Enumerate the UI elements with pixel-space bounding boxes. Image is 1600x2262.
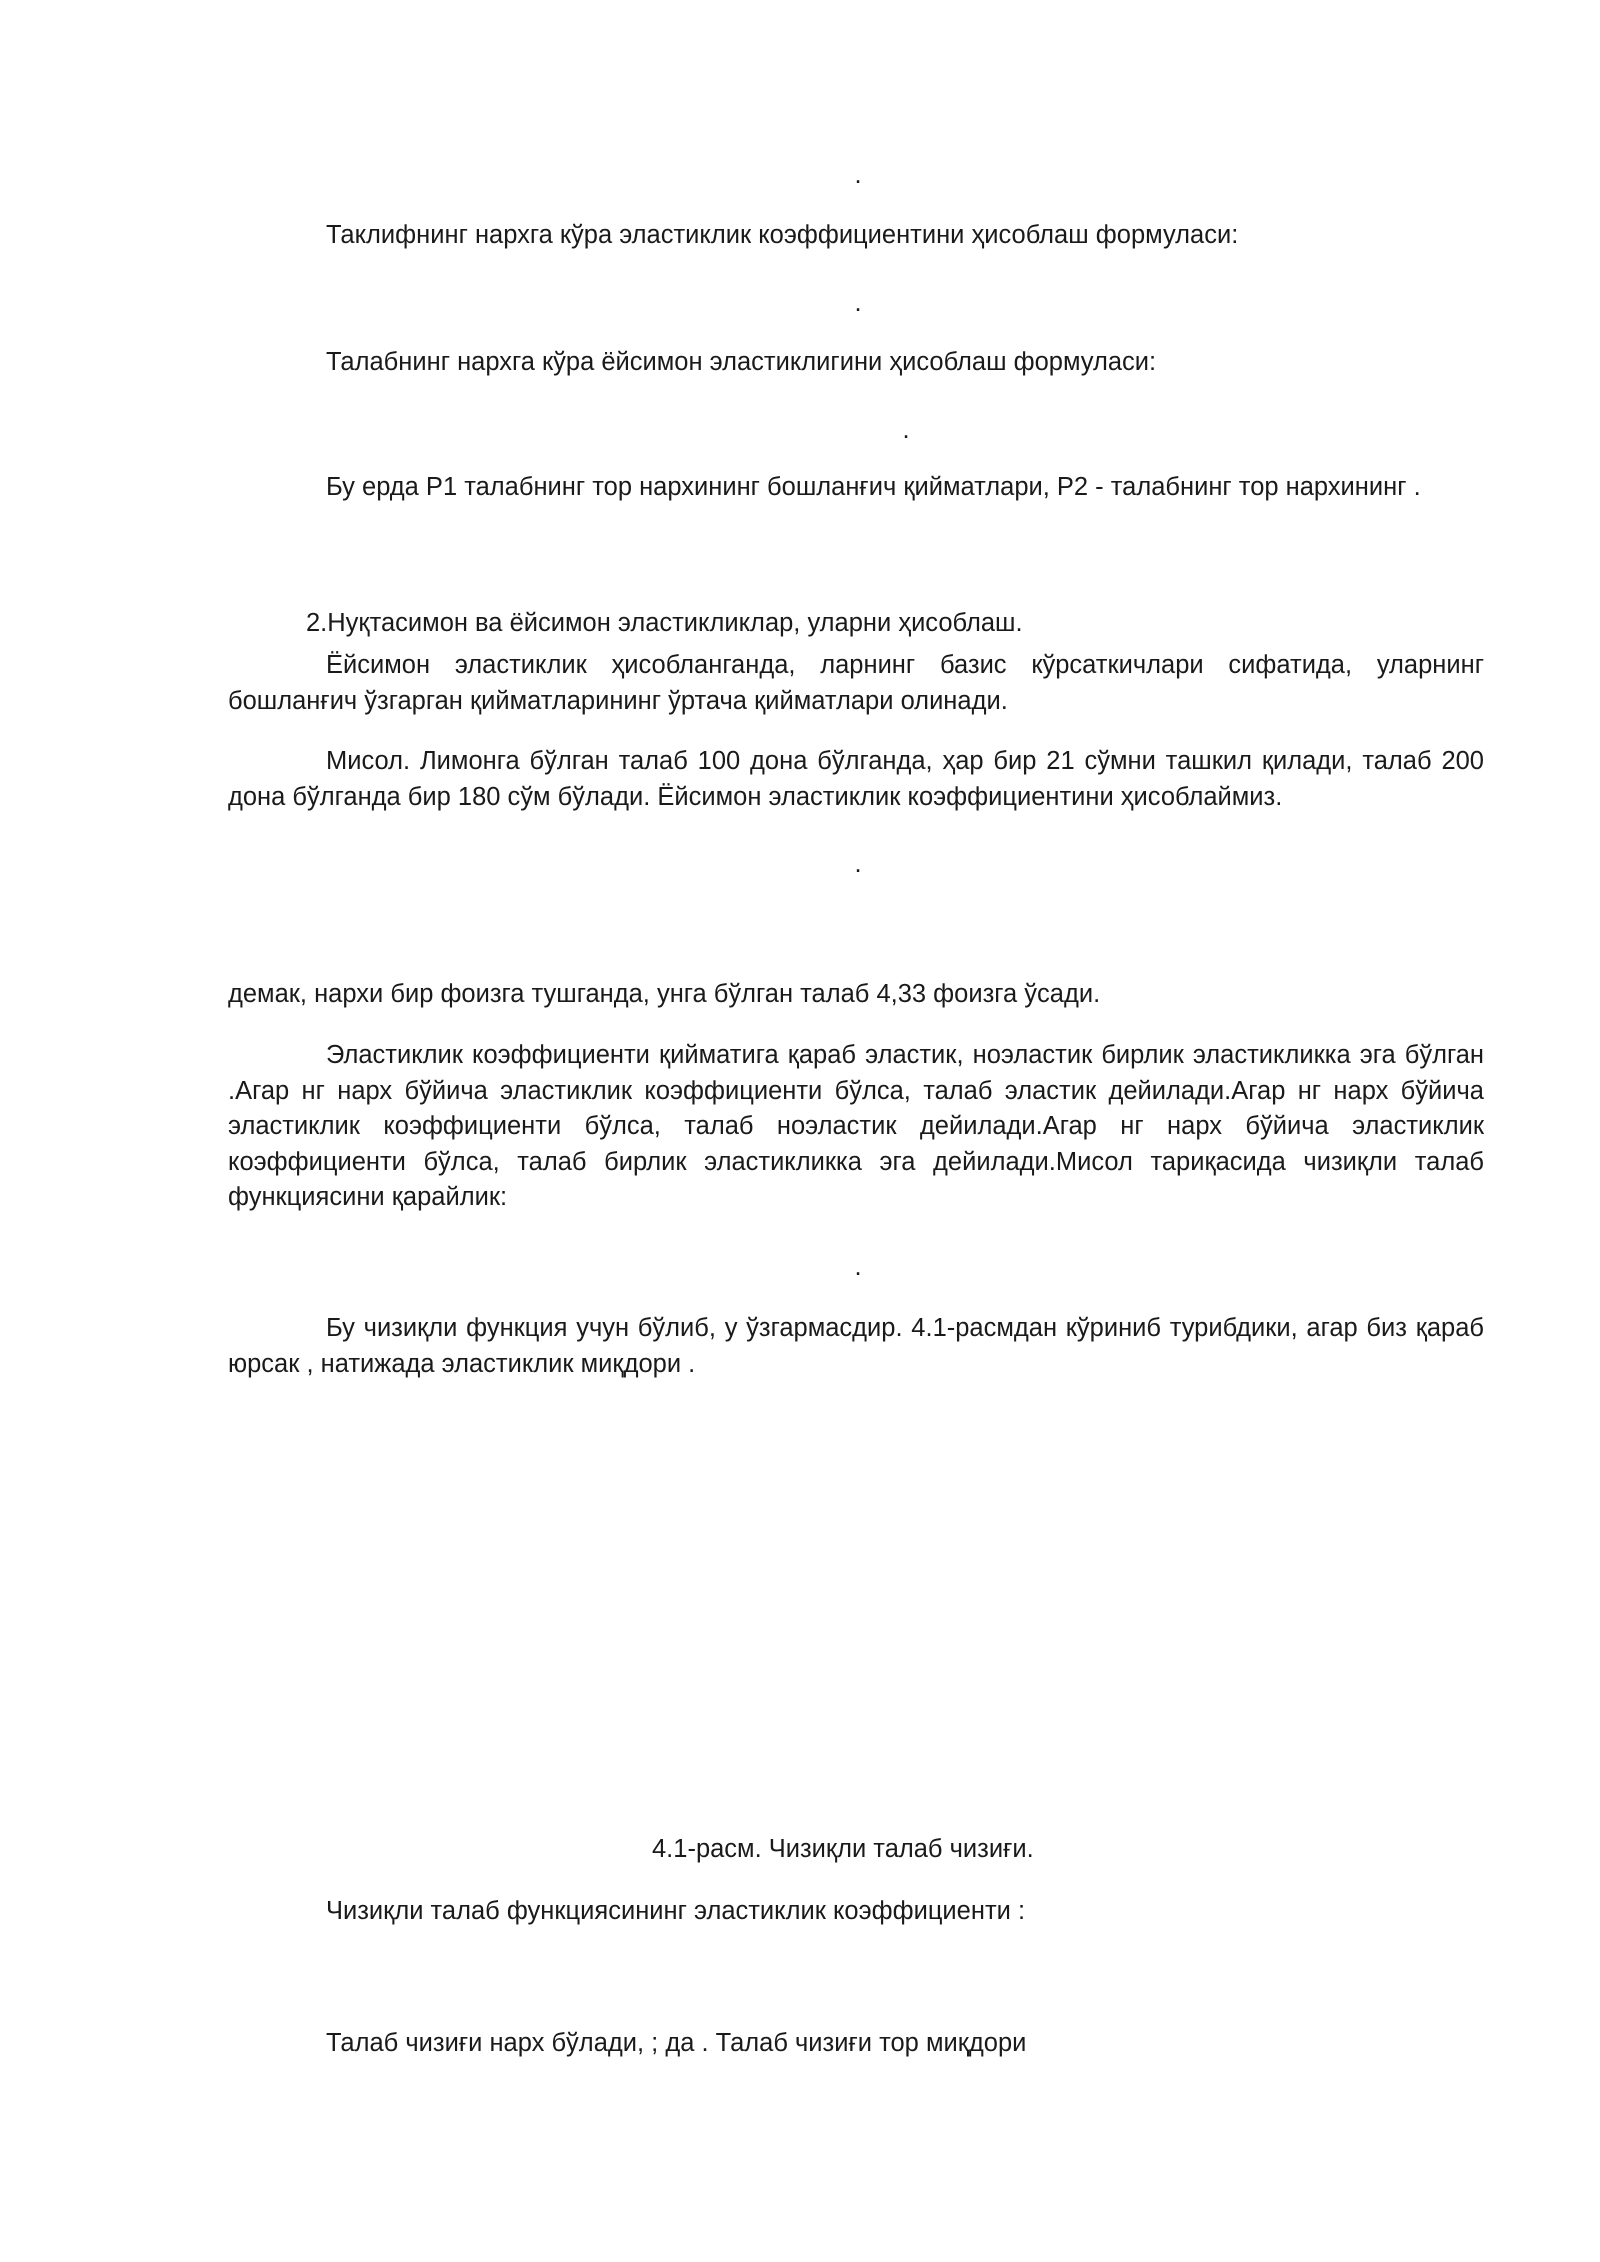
figure-caption: 4.1-расм. Чизиқли талаб чизиғи. (652, 1835, 1034, 1863)
formula-placeholder: . (854, 161, 862, 189)
paragraph-text: Эластиклик коэффициенти қийматига қараб эластик, ноэластик бирлик эластикликка эга бўлган .Агар нг нарх бўйича эластиклик коэффициенти бўлса, талаб эластик дейилади.Агар нг нарх бўйича эластиклик коэффициенти бўлса, талаб ноэластик дейилади.Агар нг нарх бўйича эластиклик коэффициенти бўлса, талаб бирлик эластикликка эга дейилади.Мисол тариқасида чизиқли талаб функциясини қарайлик: (228, 1041, 1484, 1211)
paragraph-arc-elasticity-formula: Талабнинг нархга кўра ёйсимон эластиклигини ҳисоблаш формуласи: (326, 348, 1157, 376)
paragraph-price-definitions: Бу ерда P1 талабнинг тор нархининг бошланғич қийматлари, P2 - талабнинг тор нархининг . (326, 473, 1421, 501)
paragraph-lemon-example (228, 744, 1484, 815)
paragraph-elasticity-categories (228, 1038, 1484, 1216)
paragraph-result-interpretation: демак, нархи бир фоизга тушганда, унга бўлган талаб 4,33 фоизга ўсади. (228, 980, 1101, 1008)
formula-placeholder: . (854, 1253, 862, 1281)
paragraph-text: Бу чизиқли функция учун бўлиб, у ўзгармасдир. 4.1-расмдан кўриниб турибдики, агар биз қараб юрсак , натижада эластиклик миқдори . (228, 1314, 1484, 1378)
paragraph-linear-function (228, 1311, 1484, 1382)
paragraph-supply-elasticity-formula: Таклифнинг нархга кўра эластиклик коэффициентини ҳисоблаш формуласи: (326, 221, 1239, 249)
formula-placeholder: . (854, 850, 862, 878)
paragraph-text: Ёйсимон эластиклик ҳисобланганда, ларнинг базис кўрсаткичлари сифатида, уларнинг бошланғич ўзгарган қийматларининг ўртача қийматлари олинади. (228, 651, 1484, 715)
paragraph-arc-elasticity-explanation (228, 648, 1484, 719)
paragraph-text: Мисол. Лимонга бўлган талаб 100 дона бўлганда, ҳар бир 21 сўмни ташкил қилади, талаб 200 дона бўлганда бир 180 сўм бўлади. Ёйсимон эластиклик коэффициентини ҳисоблаймиз. (228, 747, 1484, 811)
section-heading: 2.Нуқтасимон ва ёйсимон эластикликлар, уларни ҳисоблаш. (306, 609, 1023, 637)
paragraph-linear-elasticity-coefficient: Чизиқли талаб функциясининг эластиклик коэффициенти : (326, 1897, 1026, 1925)
formula-placeholder: . (854, 289, 862, 317)
paragraph-demand-curve: Талаб чизиғи нарх бўлади, ; да . Талаб чизиғи тор миқдори (326, 2029, 1027, 2057)
formula-placeholder: . (902, 416, 910, 444)
